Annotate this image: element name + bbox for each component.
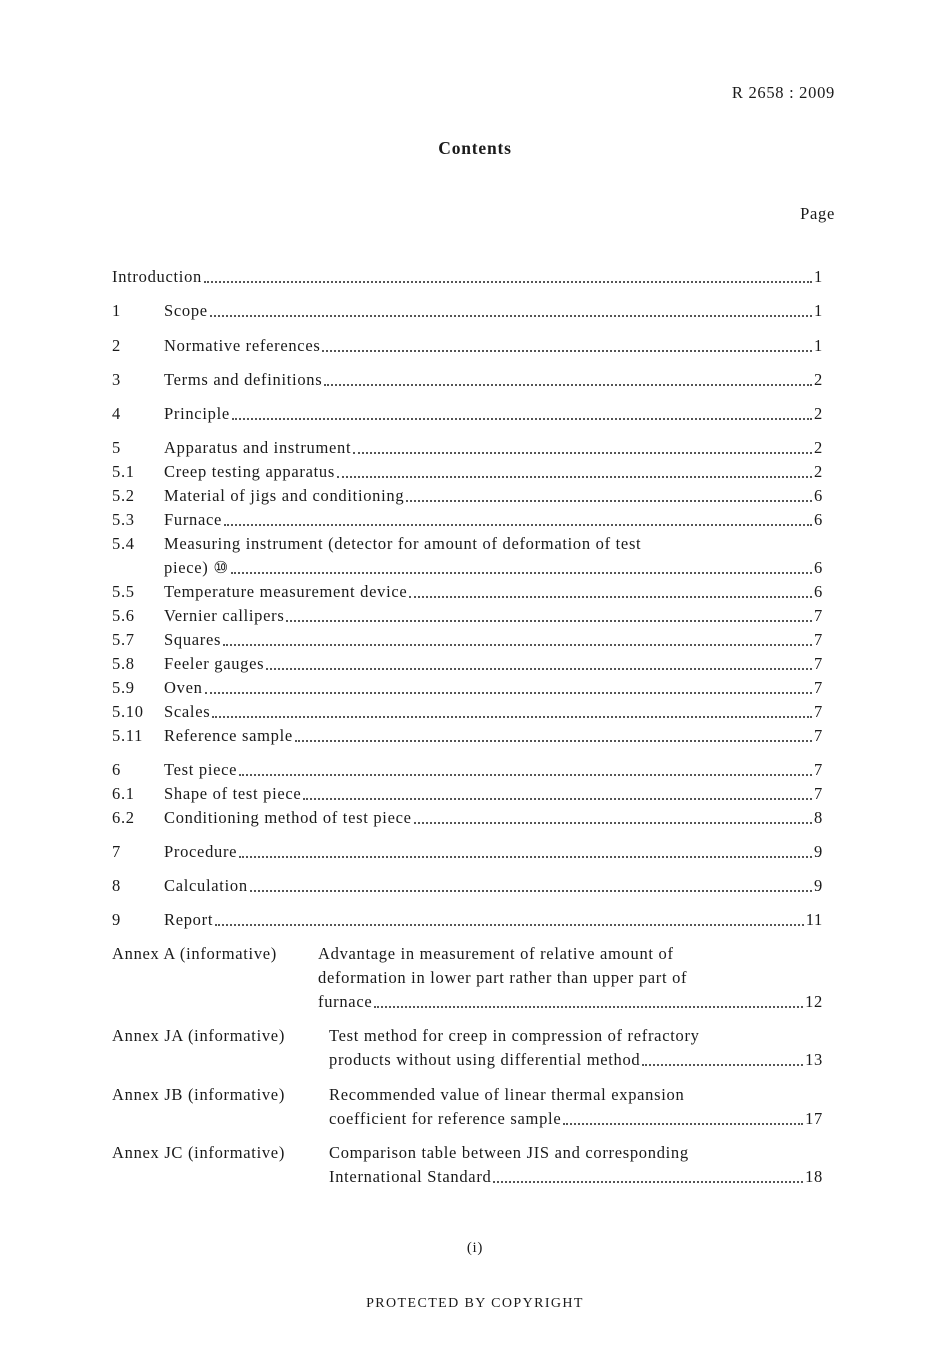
toc-entry-page: 7 <box>814 760 823 779</box>
toc-entry-number: 5.5 <box>112 582 135 601</box>
dot-leader <box>266 668 812 670</box>
toc-entry-title: Test piece <box>164 760 238 779</box>
toc-entry-report[interactable] <box>164 909 823 931</box>
dot-leader <box>239 774 812 776</box>
toc-entry-page: 7 <box>814 630 823 649</box>
page-column-label: Page <box>800 204 835 223</box>
dot-leader <box>563 1123 803 1125</box>
annex-title-line[interactable]: Advantage in measurement of relative amount of <box>318 944 674 963</box>
toc-entry-procedure[interactable] <box>164 841 823 863</box>
toc-entry-number: 2 <box>112 336 121 355</box>
dot-leader <box>212 716 812 718</box>
toc-entry-normative-references[interactable] <box>164 335 823 357</box>
toc-entry-title: Creep testing apparatus <box>164 462 335 481</box>
toc-entry-page: 1 <box>814 301 823 320</box>
toc-entry-page: 7 <box>814 606 823 625</box>
toc-entry-title: Normative references <box>164 336 321 355</box>
toc-entry-title[interactable]: Measuring instrument (detector for amount of deformation of test <box>164 534 642 553</box>
annex-label: Annex JC (informative) <box>112 1143 286 1162</box>
toc-entry-title: coefficient for reference sample <box>329 1109 562 1128</box>
toc-entry-number: 5.7 <box>112 630 135 649</box>
annex-title-line[interactable]: Test method for creep in compression of refractory <box>329 1026 700 1045</box>
dot-leader <box>353 452 812 454</box>
toc-entry-title: Scope <box>164 301 208 320</box>
toc-entry-number: 9 <box>112 910 121 929</box>
toc-entry-vernier-callipers[interactable] <box>164 605 823 627</box>
toc-entry-number: 5.2 <box>112 486 135 505</box>
toc-entry-title: Apparatus and instrument <box>164 438 352 457</box>
toc-entry-page: 6 <box>814 510 823 529</box>
dot-leader <box>215 924 804 926</box>
toc-entry-title: Shape of test piece <box>164 784 302 803</box>
dot-leader <box>223 644 812 646</box>
page-title: Contents <box>438 138 512 158</box>
dot-leader <box>286 620 812 622</box>
annex-label: Annex A (informative) <box>112 944 277 963</box>
toc-entry-annex-jb[interactable] <box>329 1108 823 1130</box>
dot-leader <box>493 1181 803 1183</box>
toc-entry-title: piece) ⑩ <box>164 558 229 577</box>
toc-entry-annex-ja[interactable] <box>329 1049 823 1071</box>
annex-title-line[interactable]: Recommended value of linear thermal expansion <box>329 1085 685 1104</box>
page-number: (i) <box>466 1240 484 1256</box>
toc-entry-title: Temperature measurement device <box>164 582 408 601</box>
toc-entry-oven[interactable] <box>164 677 823 699</box>
toc-entry-annex-jc[interactable] <box>329 1166 823 1188</box>
toc-entry-page: 11 <box>805 910 823 929</box>
toc-entry-title: Conditioning method of test piece <box>164 808 412 827</box>
toc-entry-page: 2 <box>814 438 823 457</box>
toc-entry-conditioning-method[interactable] <box>164 807 823 829</box>
dot-leader <box>337 476 812 478</box>
dot-leader <box>409 596 812 598</box>
toc-entry-page: 6 <box>814 486 823 505</box>
toc-entry-creep-testing-apparatus[interactable] <box>164 461 823 483</box>
toc-entry-temperature-measurement[interactable] <box>164 581 823 603</box>
toc-entry-page: 13 <box>805 1050 823 1069</box>
toc-entry-title: Vernier callipers <box>164 606 285 625</box>
annex-label: Annex JA (informative) <box>112 1026 286 1045</box>
toc-entry-page: 9 <box>814 876 823 895</box>
toc-entry-scope[interactable] <box>164 300 823 322</box>
toc-entry-number: 5.10 <box>112 702 144 721</box>
toc-entry-page: 2 <box>814 404 823 423</box>
toc-entry-calculation[interactable] <box>164 875 823 897</box>
toc-entry-page: 7 <box>814 726 823 745</box>
dot-leader <box>232 418 812 420</box>
toc-entry-page: 1 <box>814 267 823 286</box>
toc-entry-title: Furnace <box>164 510 223 529</box>
toc-entry-number: 4 <box>112 404 121 423</box>
toc-entry-page: 8 <box>814 808 823 827</box>
toc-entry-page: 2 <box>814 370 823 389</box>
toc-entry-annex-a[interactable] <box>318 991 823 1013</box>
toc-entry-material-of-jigs[interactable] <box>164 485 823 507</box>
toc-entry-measuring-instrument[interactable] <box>164 557 823 579</box>
toc-entry-number: 5.8 <box>112 654 135 673</box>
toc-entry-squares[interactable] <box>164 629 823 651</box>
dot-leader <box>205 692 813 694</box>
toc-entry-page: 1 <box>814 336 823 355</box>
toc-entry-number: 3 <box>112 370 121 389</box>
toc-entry-apparatus-and-instrument[interactable] <box>164 437 823 459</box>
toc-entry-page: 17 <box>805 1109 823 1128</box>
toc-entry-page: 12 <box>805 992 823 1011</box>
toc-entry-reference-sample[interactable] <box>164 725 823 747</box>
toc-entry-number: 6.2 <box>112 808 135 827</box>
toc-entry-page: 7 <box>814 702 823 721</box>
annex-title-line[interactable]: deformation in lower part rather than upper part of <box>318 968 688 987</box>
toc-entry-title: Introduction <box>112 267 202 286</box>
toc-entry-number: 8 <box>112 876 121 895</box>
toc-entry-title: International Standard <box>329 1167 492 1186</box>
toc-entry-number: 5.1 <box>112 462 135 481</box>
dot-leader <box>303 798 812 800</box>
dot-leader <box>374 1006 803 1008</box>
toc-entry-page: 18 <box>805 1167 823 1186</box>
toc-entry-terms-and-definitions[interactable] <box>164 369 823 391</box>
toc-entry-title: Reference sample <box>164 726 293 745</box>
toc-entry-page: 6 <box>814 582 823 601</box>
toc-entry-page: 7 <box>814 654 823 673</box>
toc-entry-title: Calculation <box>164 876 248 895</box>
toc-entry-title: Material of jigs and conditioning <box>164 486 405 505</box>
toc-entry-number: 6 <box>112 760 121 779</box>
toc-entry-number: 1 <box>112 301 121 320</box>
toc-entry-number: 5.3 <box>112 510 135 529</box>
copyright-notice: PROTECTED BY COPYRIGHT <box>366 1296 584 1311</box>
toc-entry-principle[interactable] <box>164 403 823 425</box>
toc-entry-number: 5.9 <box>112 678 135 697</box>
toc-entry-title: furnace <box>318 992 373 1011</box>
toc-entry-title: Feeler gauges <box>164 654 265 673</box>
dot-leader <box>295 740 812 742</box>
toc-entry-shape-of-test-piece[interactable] <box>164 783 823 805</box>
toc-entry-furnace[interactable] <box>164 509 823 531</box>
toc-entry-feeler-gauges[interactable] <box>164 653 823 675</box>
toc-entry-number: 5.4 <box>112 534 135 553</box>
toc-entry-title: products without using differential method <box>329 1050 641 1069</box>
dot-leader <box>210 315 812 317</box>
toc-entry-number: 6.1 <box>112 784 135 803</box>
dot-leader <box>239 856 812 858</box>
dot-leader <box>204 281 812 283</box>
toc-entry-page: 9 <box>814 842 823 861</box>
toc-entry-title: Procedure <box>164 842 238 861</box>
dot-leader <box>322 350 812 352</box>
toc-entry-page: 7 <box>814 678 823 697</box>
toc-entry-title: Squares <box>164 630 222 649</box>
toc-entry-number: 7 <box>112 842 121 861</box>
dot-leader <box>406 500 812 502</box>
toc-entry-introduction[interactable] <box>112 266 823 288</box>
toc-entry-page: 2 <box>814 462 823 481</box>
dot-leader <box>224 524 812 526</box>
annex-title-line[interactable]: Comparison table between JIS and corresponding <box>329 1143 689 1162</box>
toc-entry-number: 5 <box>112 438 121 457</box>
dot-leader <box>414 822 812 824</box>
dot-leader <box>250 890 812 892</box>
dot-leader <box>642 1064 803 1066</box>
annex-label: Annex JB (informative) <box>112 1085 286 1104</box>
toc-entry-title: Terms and definitions <box>164 370 323 389</box>
dot-leader <box>324 384 812 386</box>
toc-entry-number: 5.6 <box>112 606 135 625</box>
toc-entry-page: 7 <box>814 784 823 803</box>
toc-entry-page: 6 <box>814 558 823 577</box>
toc-entry-test-piece[interactable] <box>164 759 823 781</box>
toc-entry-title: Scales <box>164 702 211 721</box>
toc-entry-title: Oven <box>164 678 203 697</box>
toc-entry-title: Report <box>164 910 214 929</box>
toc-entry-number: 5.11 <box>112 726 144 745</box>
dot-leader <box>231 572 812 574</box>
toc-entry-scales[interactable] <box>164 701 823 723</box>
document-number: R 2658 : 2009 <box>731 83 835 102</box>
toc-entry-title: Principle <box>164 404 230 423</box>
